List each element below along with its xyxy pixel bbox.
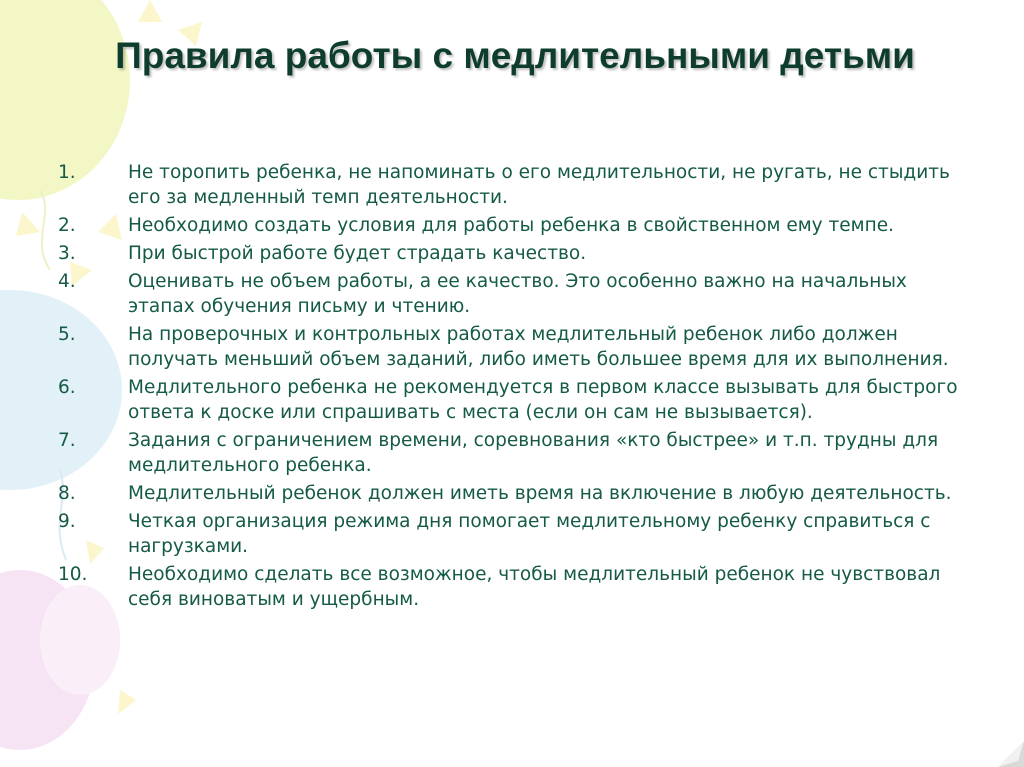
list-item-number: 6. — [58, 377, 76, 398]
list-item-number: 7. — [58, 430, 76, 451]
list-item — [58, 322, 978, 372]
list-item-text: Четкая организация режима дня помогает медлительному ребенку справиться с нагрузками. — [128, 511, 931, 557]
page-curl-icon — [998, 741, 1024, 767]
list-item-number: 8. — [58, 483, 76, 504]
list-item-text: Оценивать не объем работы, а ее качество. Это особенно важно на начальных этапах обучения письму и чтению. — [128, 271, 907, 317]
list-item-number: 10. — [58, 564, 88, 585]
list-item-number: 2. — [58, 215, 76, 236]
list-item-text: На проверочных и контрольных работах медлительный ребенок либо должен получать меньший объем заданий, либо иметь большее время для их выполнения. — [128, 324, 949, 370]
list-item — [58, 241, 978, 266]
list-item-text: Не торопить ребенка, не напоминать о его медлительности, не ругать, не стыдить его за медленный темп деятельности. — [128, 162, 950, 208]
list-item — [58, 562, 978, 612]
list-item-text: Медлительного ребенка не рекомендуется в первом классе вызывать для быстрого ответа к доске или спрашивать с места (если он сам не вызывается). — [128, 377, 958, 423]
list-item — [58, 269, 978, 319]
list-item-number: 4. — [58, 271, 76, 292]
list-item — [58, 509, 978, 559]
list-item — [58, 481, 978, 506]
list-item-number: 9. — [58, 511, 76, 532]
list-item-text: При быстрой работе будет страдать качество. — [128, 243, 587, 264]
list-item — [58, 375, 978, 425]
list-item-number: 5. — [58, 324, 76, 345]
list-item — [58, 213, 978, 238]
list-item-number: 1. — [58, 162, 76, 183]
rules-list — [58, 160, 978, 615]
list-item-number: 3. — [58, 243, 76, 264]
list-item-text: Необходимо создать условия для работы ребенка в свойственном ему темпе. — [128, 215, 894, 236]
page-title: Правила работы с медлительными детьми — [115, 35, 915, 76]
list-item-text: Необходимо сделать все возможное, чтобы медлительный ребенок не чувствовал себя виноватым и ущербным. — [128, 564, 941, 610]
list-item — [58, 428, 978, 478]
list-item-text: Задания с ограничением времени, соревнования «кто быстрее» и т.п. трудны для медлительного ребенка. — [128, 430, 939, 476]
list-item-text: Медлительный ребенок должен иметь время на включение в любую деятельность. — [128, 483, 952, 504]
list-item — [58, 160, 978, 210]
